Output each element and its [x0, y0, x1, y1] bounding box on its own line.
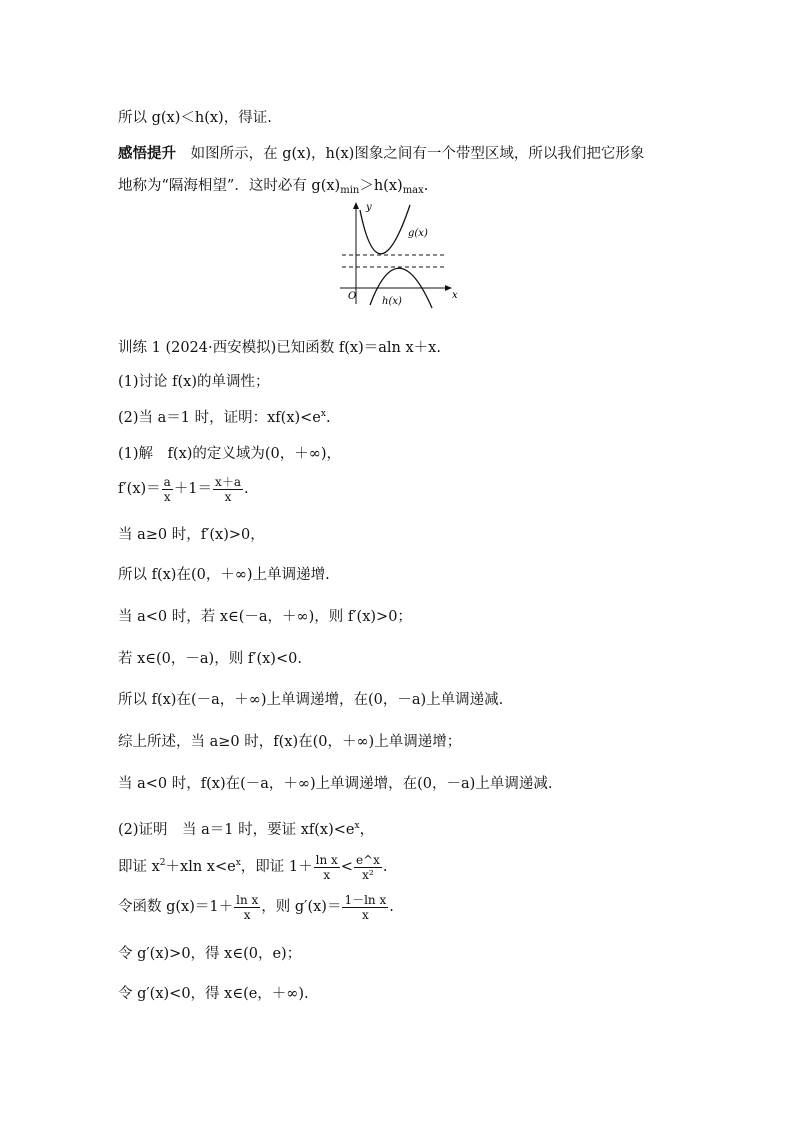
x-axis-arrow	[445, 285, 452, 291]
equiv-frac1-num: ln x	[315, 852, 338, 867]
line-derivative	[118, 472, 249, 506]
equiv-frac2-num: e^x	[355, 852, 380, 867]
deriv-frac2	[213, 475, 243, 504]
sub-min: min	[340, 185, 360, 196]
define-g-end: .	[389, 899, 394, 915]
equiv-frac2-den: x²	[362, 867, 374, 882]
define-g-frac2-num: 1－ln x	[344, 892, 387, 907]
insight-text: 如图所示，在 g(x)，h(x)图象之间有一个带型区域，所以我们把它形象	[190, 146, 645, 162]
line-case1-result: 所以 f(x)在(0，＋∞)上单调递增.	[118, 567, 330, 583]
insight-label: 感悟提升	[118, 145, 176, 162]
proof-text: (2)证明 当 a＝1 时，要证 xf(x)<e	[118, 822, 355, 838]
proof-end: ，	[359, 822, 375, 838]
frac2-den: x	[224, 489, 232, 504]
line-q1: (1)讨论 f(x)的单调性；	[118, 374, 270, 390]
equiv-b: ＋xln x<e	[165, 859, 236, 875]
origin-label: O	[348, 291, 357, 302]
deriv-lhs: f′(x)＝	[118, 481, 161, 497]
equiv-frac1	[314, 853, 340, 882]
q2-sup: x	[320, 409, 326, 419]
x-label: x	[452, 290, 458, 301]
sub-max: max	[402, 185, 424, 196]
g-label: g(x)	[408, 228, 428, 239]
define-g-b: ，则 g′(x)＝	[261, 899, 342, 915]
line-define-g	[118, 890, 394, 924]
insight-cont-end: .	[423, 178, 429, 194]
line-q2	[118, 404, 331, 428]
insight-cont-mid: ＞h(x)	[359, 178, 403, 194]
line-case2b: 若 x∈(0，－a)，则 f′(x)<0.	[118, 651, 302, 667]
y-label: y	[366, 202, 372, 213]
define-g-frac1	[234, 893, 260, 922]
equiv-d: <	[340, 859, 353, 875]
line-case1: 当 a≥0 时，f′(x)>0，	[118, 527, 265, 543]
define-g-a: 令函数 g(x)＝1＋	[118, 899, 234, 915]
frac1-num: a	[163, 474, 171, 489]
frac1-den: x	[163, 489, 171, 504]
frac2-num: x＋a	[215, 474, 241, 489]
deriv-end: .	[243, 481, 249, 497]
insight-cont-text: 地称为“隔海相望”．这时必有 g(x)	[118, 178, 341, 194]
line-case2: 当 a<0 时，若 x∈(－a，＋∞)，则 f′(x)>0；	[118, 609, 412, 625]
line-summary1: 综上所述，当 a≥0 时，f(x)在(0，＋∞)上单调递增；	[118, 734, 462, 750]
line-equiv	[118, 846, 387, 884]
graph-svg	[340, 200, 460, 310]
proof-sup: x	[354, 821, 360, 831]
equiv-frac2	[354, 853, 382, 882]
line-conclusion: 所以 g(x)＜h(x)，得证.	[118, 110, 272, 126]
function-graph-figure	[340, 200, 460, 314]
line-summary2: 当 a<0 时，f(x)在(－a，＋∞)上单调递增，在(0，－a)上单调递减.	[118, 776, 553, 792]
deriv-mid: ＋1＝	[173, 481, 213, 497]
deriv-frac1	[162, 475, 173, 504]
define-g-frac2	[342, 893, 388, 922]
line-gprime-neg: 令 g′(x)<0，得 x∈(e，＋∞).	[118, 986, 309, 1002]
q2-text: (2)当 a＝1 时，证明：xf(x)<e	[118, 410, 321, 426]
line-sol1: (1)解 f(x)的定义域为(0，＋∞)，	[118, 446, 342, 462]
line-insight	[118, 144, 644, 164]
line-insight-cont	[118, 176, 428, 201]
equiv-sup2: x	[235, 858, 241, 868]
equiv-a: 即证 x	[118, 859, 160, 875]
line-case2-result: 所以 f(x)在(－a，＋∞)上单调递增，在(0，－a)上单调递减.	[118, 692, 504, 708]
define-g-frac1-num: ln x	[236, 892, 259, 907]
define-g-frac1-den: x	[243, 907, 251, 922]
q2-end: .	[325, 410, 331, 426]
equiv-end: .	[382, 859, 388, 875]
line-gprime-pos: 令 g′(x)>0，得 x∈(0，e)；	[118, 946, 302, 962]
define-g-frac2-den: x	[361, 907, 369, 922]
y-axis-arrow	[353, 202, 359, 209]
line-proof	[118, 816, 374, 840]
h-label: h(x)	[382, 296, 402, 307]
equiv-c: ，即证 1＋	[240, 859, 313, 875]
line-exercise: 训练 1 (2024·西安模拟)已知函数 f(x)＝aln x＋x.	[118, 340, 441, 356]
equiv-sup1: 2	[159, 858, 166, 868]
equiv-frac1-den: x	[323, 867, 331, 882]
